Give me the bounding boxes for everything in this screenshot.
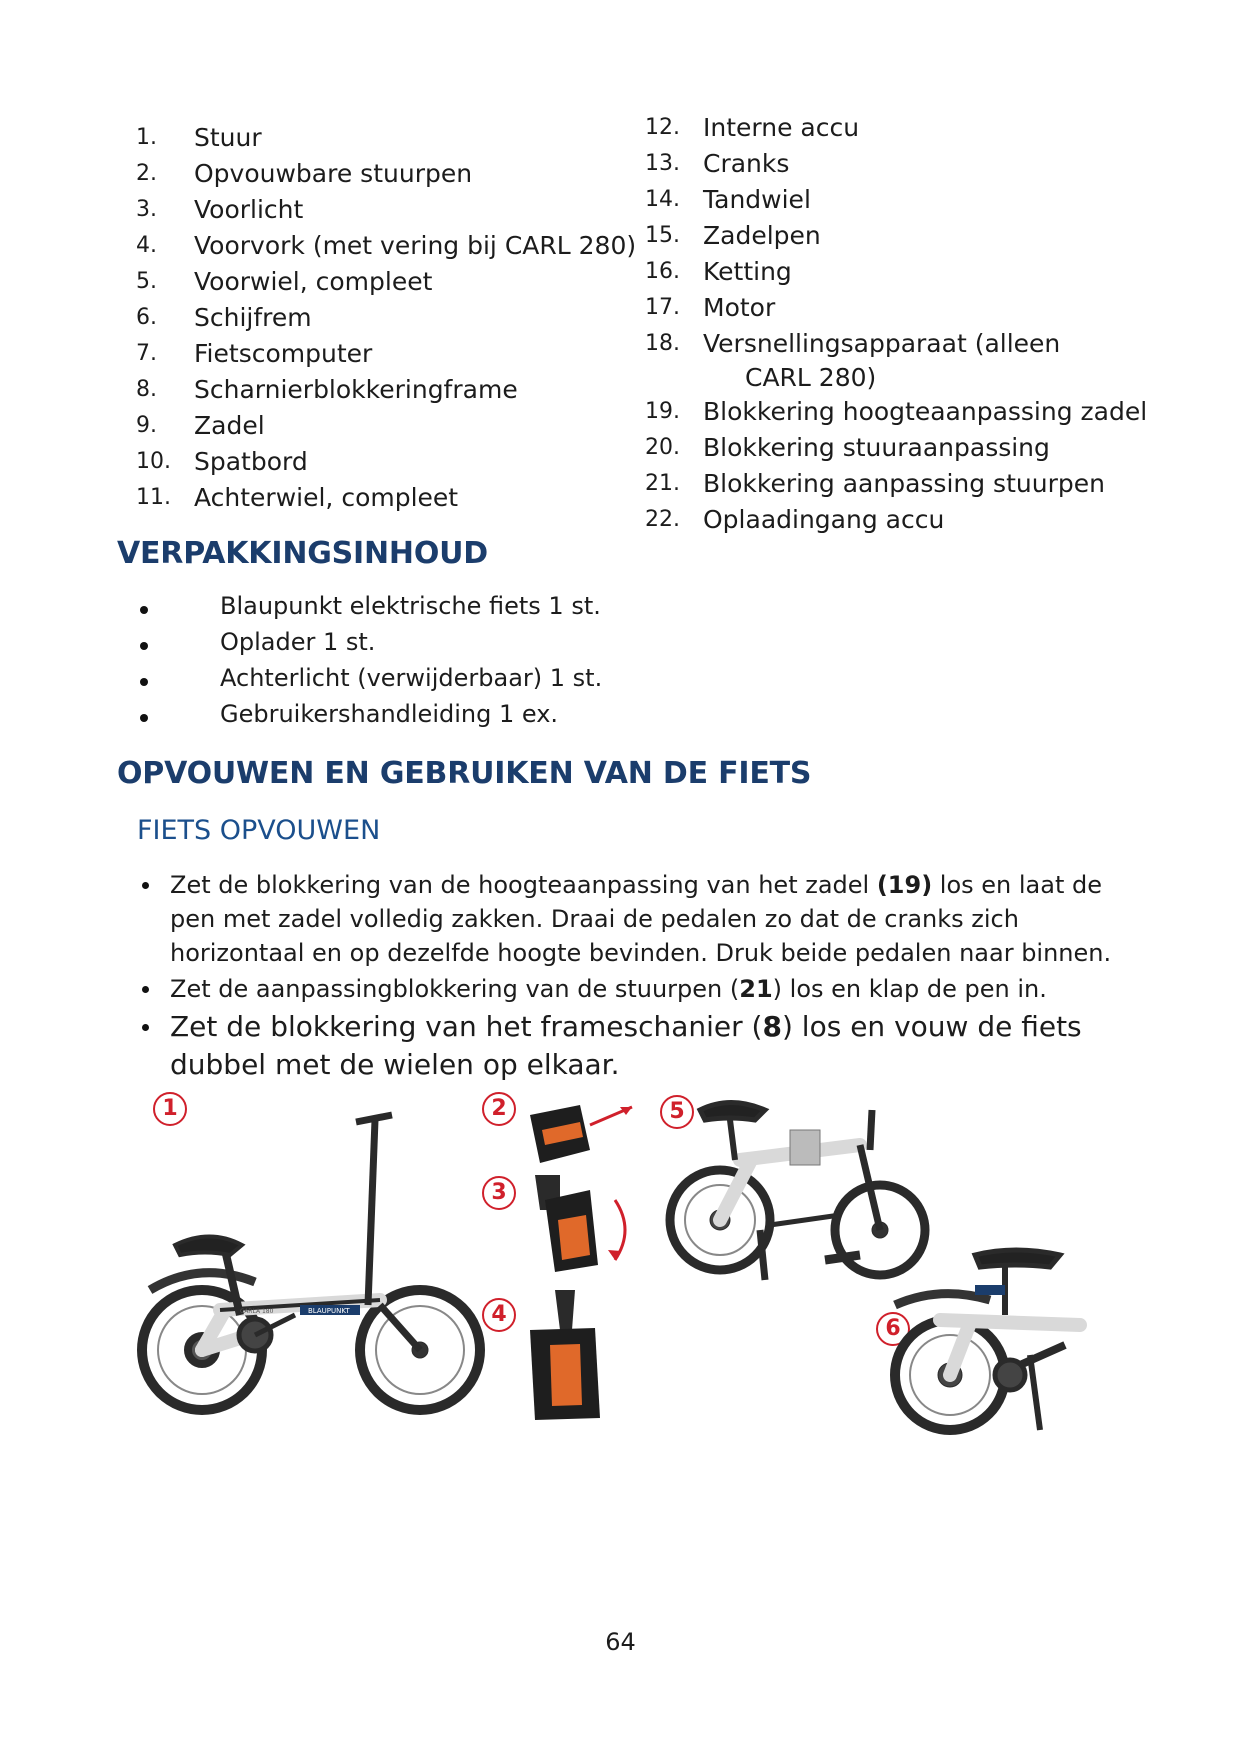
pedal-step-3-illustration [520,1170,640,1280]
package-item-label: Gebruikershandleiding 1 ex. [220,700,559,728]
part-label: Blokkering hoogteaanpassing zadel [703,397,1148,426]
package-item-label: Oplader 1 st. [220,628,376,656]
part-label: Spatbord [194,447,308,476]
part-number: 13. [645,151,680,176]
folded-bike-illustration [880,1245,1110,1445]
bullet-icon [140,642,148,650]
part-number: 2. [136,161,157,186]
bullet-icon [142,1024,149,1031]
step-badge-3: 3 [482,1176,516,1210]
step-badge-5: 5 [660,1095,694,1129]
part-label: Achterwiel, compleet [194,483,459,512]
part-label: Oplaadingang accu [703,505,945,534]
bullet-icon [142,882,149,889]
part-label: Versnellingsapparaat (alleen [703,329,1061,358]
part-label: Zadel [194,411,265,440]
part-number: 20. [645,435,680,460]
part-number: 11. [136,485,171,510]
part-number: 9. [136,413,157,438]
folding-step-1: Zet de blokkering van de hoogteaanpassing van het zadel (19) los en laat de pen met zadel volledig zakken. Draai de pedalen zo dat de cranks zich horizontaal en op dezelfde hoogte bevinden. Druk beide pedalen naar binnen. [138,868,1138,970]
bike-model-label: CARLA 180 [240,1308,274,1315]
part-label: Ketting [703,257,792,286]
part-number: 12. [645,115,680,140]
part-number: 15. [645,223,680,248]
bullet-icon [142,986,149,993]
step-badge-2: 2 [482,1092,516,1126]
bike-brand-label: BLAUPUNKT [308,1307,350,1315]
part-number: 6. [136,305,157,330]
step-badge-4: 4 [482,1298,516,1332]
part-number: 17. [645,295,680,320]
part-label: Zadelpen [703,221,821,250]
part-number: 21. [645,471,680,496]
page-number: 64 [605,1628,636,1656]
subsection-title-folding: FIETS OPVOUWEN [137,815,381,846]
part-label: Cranks [703,149,790,178]
part-number: 10. [136,449,171,474]
folding-step-2: Zet de aanpassingblokkering van de stuurpen (21) los en klap de pen in. [138,972,1138,1006]
part-number: 1. [136,125,157,150]
part-label: Fietscomputer [194,339,373,368]
bullet-icon [140,678,148,686]
unfolded-bike-illustration [130,1100,480,1420]
pedal-step-2-illustration [520,1095,640,1175]
part-number: 7. [136,341,157,366]
part-label: Opvouwbare stuurpen [194,159,473,188]
part-label: Voorvork (met vering bij CARL 280) [194,231,637,260]
part-label: Tandwiel [703,185,811,214]
section-title-folding: OPVOUWEN EN GEBRUIKEN VAN DE FIETS [117,756,812,791]
part-label: Scharnierblokkeringframe [194,375,518,404]
bullet-icon [140,714,148,722]
bullet-icon [140,606,148,614]
part-label: Schijfrem [194,303,312,332]
pedal-step-4-illustration [520,1290,620,1420]
part-number: 18. [645,331,680,356]
part-label: Voorlicht [194,195,304,224]
package-item-label: Blaupunkt elektrische fiets 1 st. [220,592,601,620]
part-number: 19. [645,399,680,424]
part-number: 16. [645,259,680,284]
folding-steps [138,868,1138,1086]
part-label: Blokkering aanpassing stuurpen [703,469,1105,498]
part-number: 14. [645,187,680,212]
part-label: Motor [703,293,776,322]
part-label: Blokkering stuuraanpassing [703,433,1050,462]
part-number: 8. [136,377,157,402]
package-item-label: Achterlicht (verwijderbaar) 1 st. [220,664,603,692]
folding-step-3: Zet de blokkering van het frameschanier (8) los en vouw de fiets dubbel met de wielen op elkaar. [138,1008,1138,1084]
part-label: Stuur [194,123,262,152]
part-number: 5. [136,269,157,294]
step-badge-6: 6 [876,1312,910,1346]
part-label: Interne accu [703,113,860,142]
part-number: 22. [645,507,680,532]
step-badge-1: 1 [153,1092,187,1126]
part-label: Voorwiel, compleet [194,267,433,296]
part-label-continuation: CARL 280) [745,363,877,392]
part-number: 4. [136,233,157,258]
section-title-contents: VERPAKKINGSINHOUD [117,536,488,571]
part-number: 3. [136,197,157,222]
